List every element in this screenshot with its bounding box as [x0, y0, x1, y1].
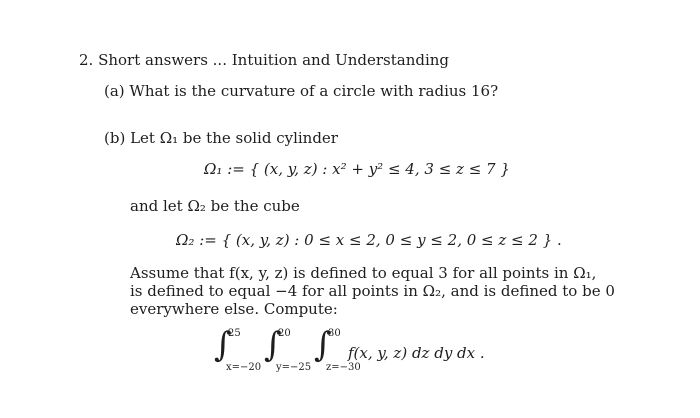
integral-sign-z: ∫	[314, 325, 332, 365]
problem-heading: 2. Short answers ... Intuition and Understanding	[79, 51, 450, 69]
lower-limit-z: z=−30	[326, 362, 361, 373]
lower-limit-x: x=−20	[226, 362, 262, 373]
upper-limit-z: 30	[328, 328, 341, 339]
omega2-definition: Ω₂ := { (x, y, z) : 0 ≤ x ≤ 2, 0 ≤ y ≤ 2, 0 ≤ z ≤ 2 } .	[176, 231, 562, 249]
assume-line-1: Assume that f(x, y, z) is defined to equal 3 for all points in Ω₁,	[130, 264, 597, 282]
triple-integral	[214, 325, 514, 378]
part-a-question: (a) What is the curvature of a circle with radius 16?	[104, 82, 499, 100]
and-let-text: and let Ω₂ be the cube	[130, 197, 300, 215]
assume-line-3: everywhere else. Compute:	[130, 300, 338, 318]
integral-sign-y: ∫	[264, 325, 282, 365]
upper-limit-x: 25	[228, 328, 241, 339]
integrand: f(x, y, z) dz dy dx .	[348, 344, 485, 362]
lower-limit-y: y=−25	[276, 362, 312, 373]
integral-sign-x: ∫	[214, 325, 232, 365]
assume-line-2: is defined to equal −4 for all points in Ω₂, and is defined to be 0	[130, 282, 615, 300]
part-b-intro: (b) Let Ω₁ be the solid cylinder	[104, 129, 338, 147]
omega1-definition: Ω₁ := { (x, y, z) : x² + y² ≤ 4, 3 ≤ z ≤ 7 }	[204, 160, 510, 178]
upper-limit-y: 20	[278, 328, 291, 339]
